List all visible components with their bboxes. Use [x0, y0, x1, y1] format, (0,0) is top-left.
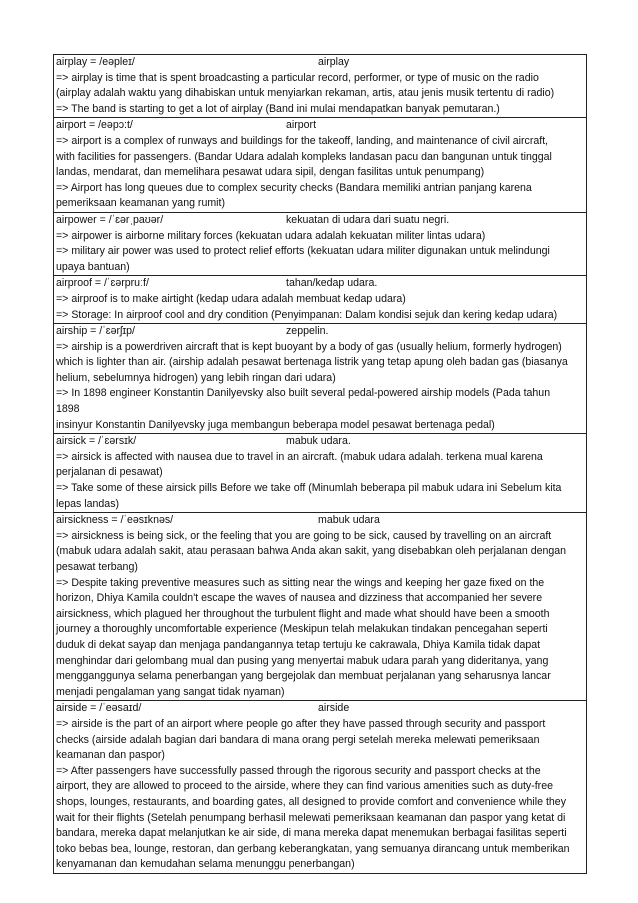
- headword-pronunciation: airport = /eəpɔ:t/: [56, 119, 133, 132]
- vocabulary-entry: [53, 213, 587, 276]
- entry-text-line: => Storage: In airproof cool and dry condition (Penyimpanan: Dalam kondisi sejuk dan kering kedap udara): [56, 308, 558, 321]
- entry-text-line: => The band is starting to get a lot of airplay (Band ini mulai mendapatkan banyak pemutaran.): [56, 102, 500, 115]
- vocabulary-entry: [53, 276, 587, 324]
- entry-text-line: => airproof is to make airtight (kedap udara adalah membuat kedap udara): [56, 292, 406, 305]
- entry-text-line: => airsickness is being sick, or the feeling that you are going to be sick, caused by travelling on an aircraft: [56, 529, 552, 542]
- entry-text-line: menghindar dari gelombang mual dan pusing yang menyertai mabuk udara parah yang dideritanya, yang: [56, 654, 549, 667]
- entry-text-line: (airplay adalah waktu yang dihabiskan untuk menyiarkan rekaman, artis, atau jenis musik tertentu di radio): [56, 87, 555, 100]
- entry-text-line: airport, they are allowed to proceed to the airside, where they can find various amenities such as duty-free: [56, 780, 553, 793]
- entry-text-line: 1898: [56, 403, 80, 416]
- entry-text-line: (mabuk udara adalah sakit, atau perasaan bahwa Anda akan sakit, yang disebabkan oleh perjalanan dengan: [56, 545, 567, 558]
- headword-gloss: airplay: [318, 56, 350, 68]
- entry-text-line: insinyur Konstantin Danilyevsky juga membangun beberapa model pesawat bertenaga pedal): [56, 418, 495, 431]
- headword-gloss: airside: [318, 702, 350, 715]
- entry-header: [56, 276, 584, 292]
- headword-pronunciation: airpower = /ˈɛərˌpaʊər/: [56, 213, 164, 226]
- entry-text-line: => Take some of these airsick pills Before we take off (Minumlah beberapa pil mabuk udara ini Sebelum kita: [56, 482, 562, 495]
- entry-header: [56, 118, 584, 134]
- entry-text-line: helium, sebelumnya hidrogen) yang lebih ringan dari udara): [56, 371, 336, 384]
- vocabulary-entry: [53, 54, 587, 118]
- entry-text-line: => military air power was used to protect relief efforts (kekuatan udara militer digunakan untuk melindungi: [56, 245, 550, 258]
- entry-text-line: bandara, mereka dapat melanjutkan ke air side, di mana mereka dapat menemukan berbagai fasilitas seperti: [56, 827, 567, 840]
- entry-text-line: journey a thoroughly uncomfortable experience (Meskipun telah melakukan tindakan pencegahan seperti: [56, 623, 548, 636]
- entry-text-line: lepas landas): [56, 497, 120, 510]
- entry-header: [56, 434, 584, 450]
- headword-pronunciation: airplay = /eəpleɪ/: [56, 56, 135, 68]
- entry-text-line: menjadi pengalaman yang sangat tidak nyaman): [56, 685, 285, 698]
- entry-text-line: mengganggunya selama penerbangan yang bergejolak dan membuat perjalanan yang seharusnya lancar: [56, 670, 551, 683]
- headword-gloss: mabuk udara: [318, 514, 380, 527]
- headword-pronunciation: airside = /ˈeəsaɪd/: [56, 702, 142, 715]
- entry-text-line: => In 1898 engineer Konstantin Danilyevsky also built several pedal-powered airship models (Pada tahun: [56, 387, 551, 400]
- entry-text-line: => Airport has long queues due to complex security checks (Bandara memiliki antrian panjang karena: [56, 181, 532, 194]
- entry-text-line: => After passengers have successfully passed through the rigorous security and passport checks at the: [56, 764, 541, 777]
- entry-text-line: upaya bantuan): [56, 260, 130, 273]
- entry-text-line: horizon, Dhiya Kamila couldn't escape the waves of nausea and dizziness that accompanied her severe: [56, 592, 543, 605]
- entry-text-line: which is lighter than air. (airship adalah pesawat bertenaga listrik yang tetap apung oleh badan gas (biasanya: [56, 356, 568, 369]
- entry-text-line: => airside is the part of an airport where people go after they have passed through security and passport: [56, 717, 546, 730]
- headword-gloss: tahan/kedap udara.: [286, 277, 378, 290]
- entry-text-line: => airpower is airborne military forces (kekuatan udara adalah kekuatan militer lintas udara): [56, 229, 486, 242]
- entry-text-line: pesawat terbang): [56, 561, 138, 573]
- entry-text-line: checks (airside adalah bagian dari bandara di mana orang pergi setelah mereka melewati pemeriksaan: [56, 733, 540, 746]
- entry-text-line: perjalanan di pesawat): [56, 466, 163, 479]
- headword-gloss: mabuk udara.: [286, 435, 351, 448]
- entry-text-line: shops, lounges, restaurants, and boarding gates, all designed to provide comfort and convenience while they: [56, 795, 567, 808]
- entry-text-line: pemeriksaan keamanan yang rumit): [56, 197, 225, 210]
- headword-gloss: kekuatan di udara dari suatu negri.: [286, 213, 450, 226]
- entry-text-line: => airplay is time that is spent broadcasting a particular record, performer, or type of music on the radio: [56, 71, 539, 84]
- entry-text-line: wait for their flights (Setelah penumpang berhasil melewati pemeriksaan keamanan dan paspor yang ketat di: [56, 811, 566, 824]
- vocabulary-sheet: [53, 54, 587, 874]
- entry-text-line: kenyamanan dan kemudahan selama menunggu penerbangan): [56, 858, 355, 871]
- entry-text-line: with facilities for passengers. (Bandar Udara adalah kompleks landasan pacu dan bangunan untuk tinggal: [56, 150, 552, 163]
- entry-text-line: keamanan dan paspor): [56, 749, 165, 762]
- entry-text-line: landas, mendarat, dan memelihara pesawat udara sipil, dengan fasilitas untuk penumpang): [56, 166, 485, 179]
- entry-header: [56, 324, 584, 340]
- entry-header: [56, 213, 584, 229]
- entry-text-line: => airship is a powerdriven aircraft that is kept buoyant by a body of gas (usually helium, formerly hydrogen): [56, 340, 562, 353]
- vocabulary-entry: [53, 324, 587, 434]
- headword-gloss: airport: [286, 119, 317, 132]
- vocabulary-entry: [53, 434, 587, 513]
- vocabulary-entry: [53, 513, 587, 701]
- vocabulary-entry: [53, 701, 587, 874]
- vocabulary-entry: [53, 118, 587, 213]
- entry-text-line: airsickness, which plagued her throughout the turbulent flight and made what should have been a smooth: [56, 607, 550, 620]
- headword-pronunciation: airsick = /ˈɛərsɪk/: [56, 435, 137, 448]
- entry-text-line: => airport is a complex of runways and buildings for the takeoff, landing, and maintenance of civil aircraft,: [56, 134, 549, 147]
- entry-text-line: => Despite taking preventive measures such as sitting near the wings and keeping her gaze fixed on the: [56, 576, 545, 589]
- entry-header: [56, 513, 584, 529]
- headword-pronunciation: airproof = /ˈɛərpruːf/: [56, 277, 149, 290]
- entry-text-line: duduk di dekat sayap dan menjaga pandangannya tetap tertuju ke cakrawala, Dhiya Kamila tidak dapat: [56, 638, 541, 651]
- entry-header: [56, 55, 584, 71]
- entry-header: [56, 701, 584, 717]
- headword-pronunciation: airsickness = /ˈeəsɪknəs/: [56, 514, 174, 527]
- headword-gloss: zeppelin.: [286, 325, 329, 338]
- entry-text-line: toko bebas bea, lounge, restoran, dan gerbang keberangkatan, yang semuanya dirancang untuk memberikan: [56, 842, 570, 855]
- entry-text-line: => airsick is affected with nausea due to travel in an aircraft. (mabuk udara adalah. terkena mual karena: [56, 450, 543, 463]
- headword-pronunciation: airship = /ˈɛərʃɪp/: [56, 325, 135, 338]
